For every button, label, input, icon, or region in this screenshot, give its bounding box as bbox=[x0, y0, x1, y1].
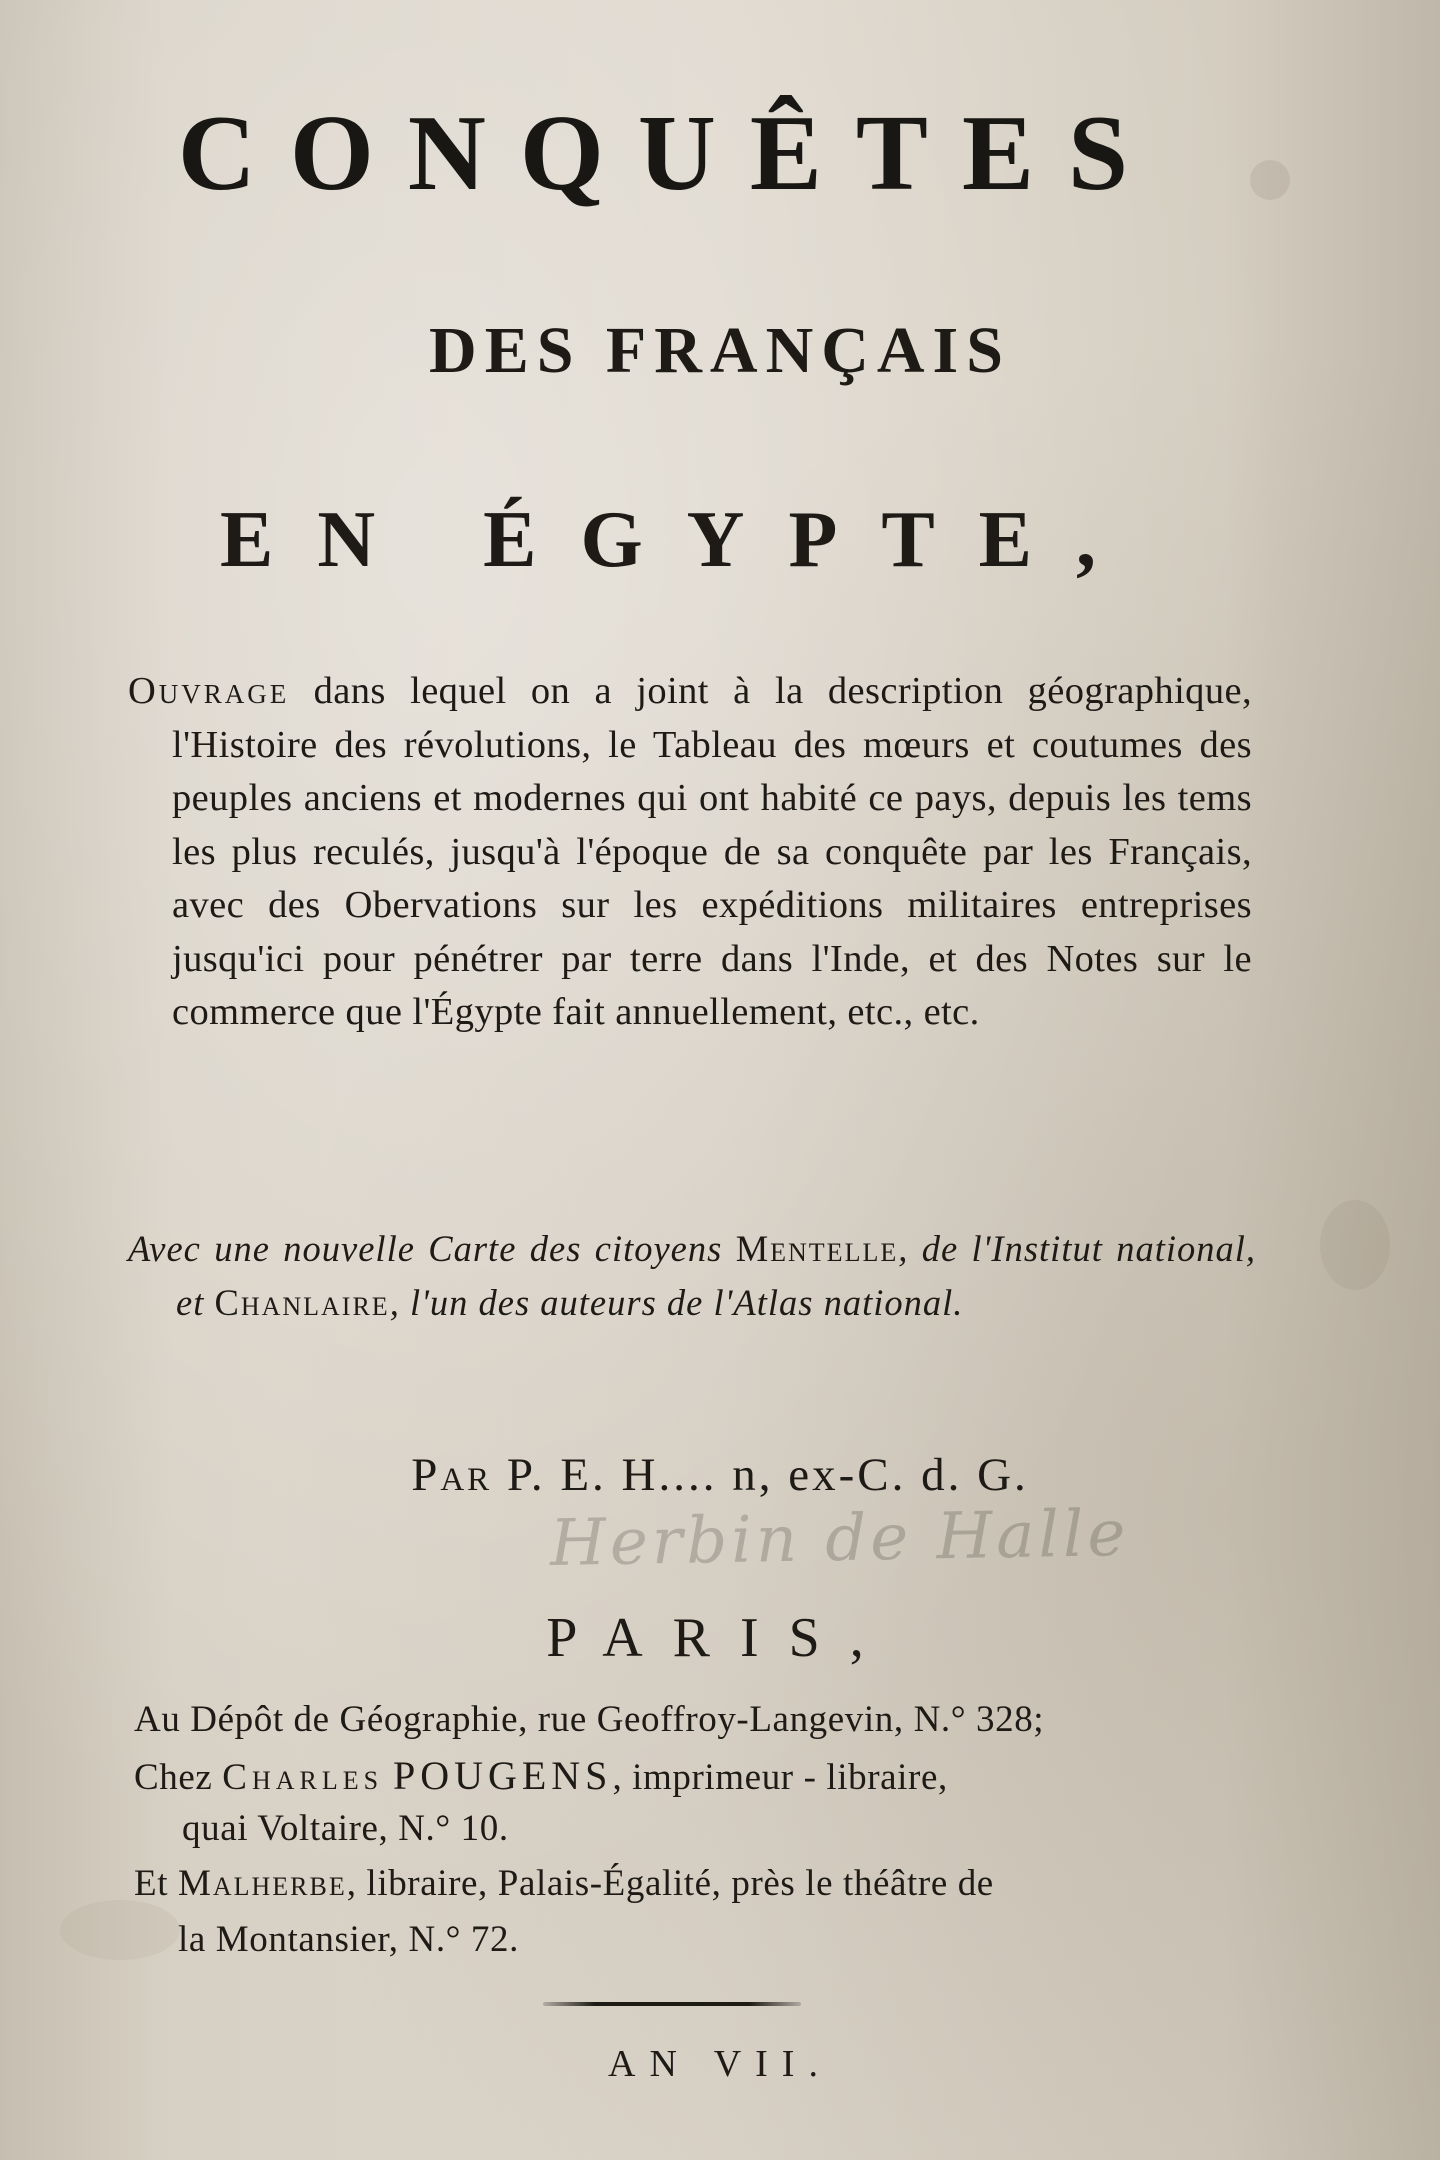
imprint-city: PARIS, bbox=[546, 1607, 894, 1669]
paper-stain bbox=[60, 1900, 180, 1960]
map-note-name-2: Chanlaire bbox=[214, 1282, 390, 1323]
imprint-pougens: POUGENS bbox=[392, 1753, 613, 1798]
imprint-malherbe: Malherbe bbox=[177, 1863, 347, 1904]
divider-rule bbox=[543, 2002, 801, 2006]
imprint-line-4 bbox=[134, 1862, 1224, 1905]
paper-stain bbox=[1250, 160, 1290, 200]
imprint-et: Et bbox=[134, 1863, 169, 1904]
imprint-line-1: Au Dépôt de Géographie, rue Geoffroy-Langevin, N.° 328; bbox=[134, 1699, 1045, 1740]
author-name: P. E. H.... n, ex-C. d. G. bbox=[506, 1449, 1029, 1501]
imprint-line-5: la Montansier, N.° 72. bbox=[178, 1919, 519, 1960]
title-line-2: DES FRANÇAIS bbox=[429, 314, 1011, 387]
map-note-name-1: Mentelle bbox=[735, 1228, 899, 1269]
map-note bbox=[128, 1222, 1256, 1330]
imprint-line-3: quai Voltaire, N.° 10. bbox=[182, 1808, 509, 1849]
publication-year: AN VII. bbox=[608, 2043, 832, 2085]
imprint-bookseller: , libraire, Palais-Égalité, près le théâtre de bbox=[346, 1863, 994, 1904]
author-prefix: Par bbox=[411, 1449, 493, 1501]
imprint-line-2 bbox=[134, 1752, 1224, 1799]
title-line-3: EN ÉGYPTE, bbox=[219, 496, 1141, 584]
map-note-text-1: Avec une nouvelle Carte des citoyens bbox=[128, 1228, 723, 1269]
imprint-chez: Chez bbox=[134, 1757, 213, 1798]
imprint-charles: Charles bbox=[222, 1757, 384, 1798]
paper-stain bbox=[1320, 1200, 1390, 1290]
description-paragraph bbox=[128, 665, 1252, 1040]
title-line-1: CONQUÊTES bbox=[177, 94, 1163, 213]
map-note-text-2: , de l'Institut national, et bbox=[176, 1228, 1256, 1323]
description-text: dans lequel on a joint à la description géographique, l'Histoire des révolutions, le Tableau des mœurs et coutumes des peuples anciens et modernes qui ont habité ce pays, depuis les tems les plus reculés, jusqu'à l'époque de sa conquête par les Français, avec des Obervations sur les expéditions militaires entreprises jusqu'ici pour pénétrer par terre dans l'Inde, et des Notes sur le commerce que l'Égypte fait annuellement, etc., etc. bbox=[172, 670, 1252, 1033]
map-note-text-3: , l'un des auteurs de l'Atlas national. bbox=[389, 1282, 964, 1323]
author-line bbox=[0, 1448, 1440, 1502]
description-lead: Ouvrage bbox=[128, 670, 290, 712]
imprint-printer: , imprimeur - libraire, bbox=[612, 1757, 948, 1798]
handwritten-note: Herbin de Halle bbox=[549, 1496, 1130, 1582]
